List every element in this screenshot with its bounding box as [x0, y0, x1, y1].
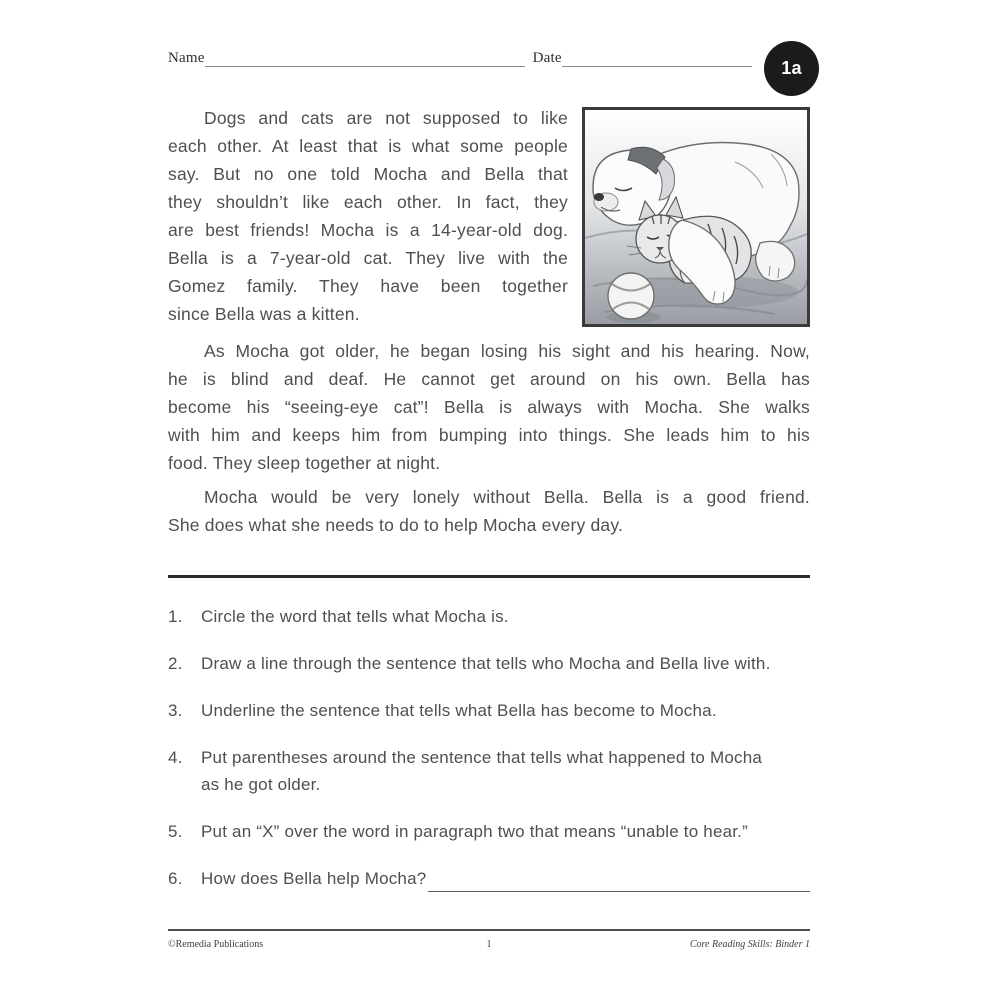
paragraph-3 [168, 483, 810, 539]
question-6 [168, 865, 810, 892]
passage-line: each other. At least that is what some people [168, 136, 568, 156]
question-text: Circle the word that tells what Mocha is. [201, 607, 509, 626]
question-number: 2. [168, 654, 183, 673]
passage-line: with him and keeps him from bumping into things. She leads him to his [168, 425, 810, 445]
question-text [201, 744, 810, 798]
passage-line: Gomez family. They have been together [168, 276, 568, 296]
passage-line: since Bella was a kitten. [168, 304, 360, 324]
paragraph-1 [168, 104, 568, 328]
page-badge-label: 1a [781, 58, 802, 78]
passage-top [168, 104, 810, 328]
answer-input-line[interactable] [428, 873, 810, 892]
question-text: Draw a line through the sentence that tells who Mocha and Bella live with. [201, 654, 771, 673]
passage-line: As Mocha got older, he began losing his sight and his hearing. Now, [204, 341, 810, 361]
dog-and-cat-illustration [582, 107, 810, 327]
question-number: 1. [168, 607, 183, 626]
publisher-credit: ©Remedia Publications [168, 939, 264, 950]
question-number: 4. [168, 748, 183, 767]
passage-line: are best friends! Mocha is a 14-year-old dog. [168, 220, 568, 240]
question-text-row [201, 865, 810, 892]
question-number: 5. [168, 822, 183, 841]
question-1 [168, 603, 810, 630]
passage-line: become his “seeing-eye cat”! Bella is always with Mocha. She walks [168, 397, 810, 417]
question-number: 3. [168, 701, 183, 720]
date-label: Date [532, 50, 562, 66]
footer [168, 939, 810, 950]
date-input-line[interactable] [562, 51, 752, 67]
question-5 [168, 818, 810, 845]
name-input-line[interactable] [205, 51, 525, 67]
questions-list [168, 603, 810, 912]
question-3 [168, 697, 810, 724]
page-number: 1 [486, 939, 492, 950]
question-text: Underline the sentence that tells what Bella has become to Mocha. [201, 701, 717, 720]
question-text: How does Bella help Mocha? [201, 869, 427, 888]
passage-line: food. They sleep together at night. [168, 453, 441, 473]
question-text: Put an “X” over the word in paragraph two that means “unable to hear.” [201, 822, 748, 841]
passage-line: he is blind and deaf. He cannot get around on his own. Bella has [168, 369, 810, 389]
passage-line: She does what she needs to do to help Mocha every day. [168, 515, 624, 535]
section-divider [168, 575, 810, 578]
footer-divider [168, 929, 810, 931]
passage-line: Mocha would be very lonely without Bella. Bella is a good friend. [204, 487, 810, 507]
passage-line: they shouldn’t like each other. In fact, they [168, 192, 568, 212]
question-number: 6. [168, 869, 183, 888]
dog-and-cat-drawing [585, 110, 807, 324]
question-text-line: Put parentheses around the sentence that tells what happened to Mocha [201, 748, 763, 767]
question-4 [168, 744, 810, 798]
page-badge [764, 41, 819, 96]
name-label: Name [168, 50, 205, 66]
question-text-line: as he got older. [201, 775, 321, 794]
header [168, 50, 768, 67]
passage-line: Bella is a 7-year-old cat. They live with the [168, 248, 568, 268]
passage-line: Dogs and cats are not supposed to like [204, 108, 568, 128]
paragraph-2 [168, 337, 810, 477]
question-2 [168, 650, 810, 677]
book-title: Core Reading Skills: Binder 1 [689, 939, 810, 950]
passage-line: say. But no one told Mocha and Bella that [168, 164, 568, 184]
